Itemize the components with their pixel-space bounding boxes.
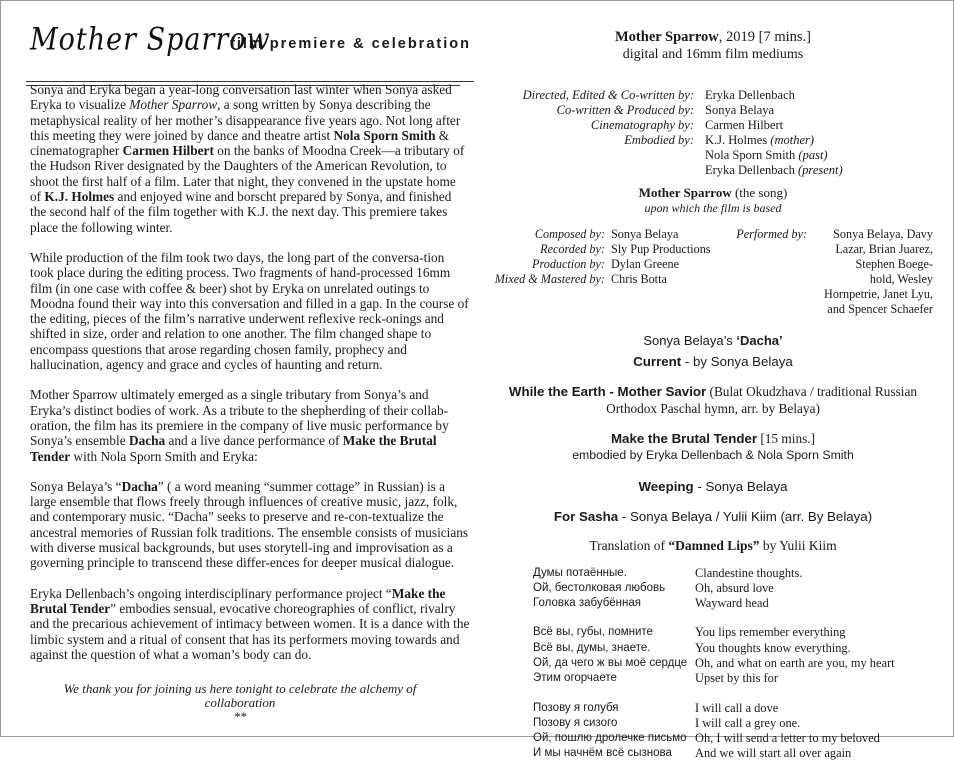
song-title-suffix: (the song) bbox=[731, 185, 788, 200]
paragraph-production bbox=[30, 250, 470, 372]
thanks-mark: ** bbox=[233, 709, 247, 724]
bold-run: Dacha bbox=[121, 478, 158, 494]
credit-name: Carmen Hilbert bbox=[705, 118, 784, 132]
performer-note: (mother) bbox=[770, 133, 815, 147]
poem-line: Wayward head bbox=[695, 596, 769, 611]
program-detail: [15 mins.] bbox=[757, 430, 816, 446]
left-column bbox=[30, 22, 471, 724]
poem-line: And we will start all over again bbox=[695, 746, 852, 761]
poem-line: I will call a dove bbox=[695, 700, 779, 715]
text-run: ” ( a word meaning “summer cottage” in Russian) is a large ensemble that flows freely through influences of creative music, jazz, folk, and contemporary music. “Dacha” seeks to preserve and re-con-textualize the ancestral memories of Russian folk traditions. The ensemble consists of musicians with diverse musical backgrounds, but uses storytell-ing and improvisation as a governing principle to transcend these differ-ences for deeper musical dialogue. bbox=[30, 478, 469, 571]
translation-heading bbox=[493, 537, 933, 554]
performer-name: Nola Sporn Smith bbox=[705, 148, 796, 162]
text-run: Sonya and Eryka began a year-long conversation last winter when Sonya asked Eryka to visualize bbox=[30, 82, 452, 113]
credit-name: Sonya Belaya bbox=[705, 103, 775, 117]
text-run: Sonya Belaya’s “ bbox=[30, 478, 122, 494]
bold-run: Dacha bbox=[128, 433, 166, 449]
subtitle: film premiere & celebration bbox=[230, 36, 471, 52]
credit-name bbox=[705, 148, 933, 163]
program-detail: - Sonya Belaya bbox=[693, 478, 788, 494]
bold-run: Make the Brutal Tender bbox=[30, 433, 437, 464]
stanza bbox=[533, 701, 695, 762]
credit-row bbox=[493, 103, 933, 118]
header bbox=[30, 22, 470, 72]
credit-role: Co-written & Produced by: bbox=[556, 103, 694, 117]
performer-note: (past) bbox=[798, 148, 828, 162]
program-detail: - by Sonya Belaya bbox=[681, 353, 793, 369]
performer-note: (present) bbox=[798, 163, 843, 177]
program-title: For Sasha bbox=[553, 508, 619, 524]
song-credit-name: Dylan Greene bbox=[611, 256, 680, 271]
paragraph-tribute bbox=[30, 387, 470, 463]
poem-line: Upset by this for bbox=[695, 671, 778, 686]
stanza bbox=[695, 701, 933, 762]
song-subtitle: upon which the film is based bbox=[644, 200, 782, 215]
song-title: Mother Sparrow bbox=[638, 185, 732, 200]
poem-russian bbox=[493, 566, 695, 776]
song-credit-name: Chris Botta bbox=[611, 271, 667, 286]
poem-line: Этим огорчаете bbox=[533, 672, 617, 685]
song-credit-roles bbox=[493, 227, 611, 317]
poem-line: Позову я голубя bbox=[533, 701, 619, 714]
poem-line: Oh, I will send a letter to my beloved bbox=[695, 731, 880, 746]
bold-run: Make the Brutal Tender bbox=[30, 585, 446, 616]
song-credit-names bbox=[611, 227, 733, 317]
program-title: Make the Brutal Tender bbox=[610, 430, 758, 446]
paragraph-dacha bbox=[30, 479, 470, 571]
poem-line: Ой, бестолковая любовь bbox=[533, 581, 666, 594]
translation-prefix: Translation of bbox=[589, 537, 669, 553]
program-item-weeping bbox=[493, 478, 933, 495]
program-subtitle: embodied by Eryka Dellenbach & Nola Sporn Smith bbox=[572, 447, 854, 462]
dacha-heading bbox=[493, 333, 933, 349]
credit-role: Directed, Edited & Co-written by: bbox=[522, 88, 694, 102]
program-title: While the Earth - Mother Savior bbox=[508, 383, 707, 399]
program-detail: (Bulat Okudzhava / traditional Russian Orthodox Paschal hymn, arr. by Belaya) bbox=[606, 383, 918, 416]
paragraph-brutal-tender bbox=[30, 586, 470, 662]
performed-by-names bbox=[813, 227, 933, 317]
poem-line: Думы потаённые. bbox=[533, 566, 627, 579]
credit-row bbox=[493, 88, 933, 103]
text-run: ” embodies sensual, evocative choreographies of conflict, rivalry and the precarious achievement of intimacy between women. It is a dance with the limbic system and a ritual of consent that has its performers moving towards and against the question of what a woman’s body can do. bbox=[30, 600, 470, 662]
right-column bbox=[493, 28, 933, 776]
poem-line: Ой, пошлю дролечке письмо bbox=[533, 732, 687, 745]
performer-line: Sonya Belaya, Davy bbox=[833, 226, 933, 241]
performer-line: Lazar, Brian Juarez, Stephen Boege- bbox=[835, 241, 933, 271]
film-credits bbox=[493, 88, 933, 178]
text-run: and a live dance performance of bbox=[165, 433, 343, 449]
stanza bbox=[695, 625, 933, 686]
credit-name: Eryka Dellenbach bbox=[705, 88, 795, 102]
text-run: with Nola Sporn Smith and Eryka: bbox=[70, 448, 258, 464]
program-item-current bbox=[493, 353, 933, 370]
credit-name bbox=[705, 163, 933, 178]
stanza bbox=[695, 566, 933, 612]
program-item-earth bbox=[493, 383, 933, 417]
translation-title: “Damned Lips” bbox=[668, 537, 760, 553]
song-credit-role: Production by: bbox=[532, 256, 605, 271]
song-credits bbox=[493, 227, 933, 317]
film-medium: digital and 16mm film mediums bbox=[622, 47, 804, 62]
dacha-name: ‘Dacha’ bbox=[736, 332, 783, 348]
script-title: Mother Sparrow bbox=[30, 22, 271, 58]
program-item-sasha bbox=[493, 508, 933, 525]
stanza bbox=[533, 625, 695, 686]
poem bbox=[493, 566, 933, 776]
song-credit-role: Recorded by: bbox=[540, 241, 605, 256]
thanks-note bbox=[30, 682, 450, 724]
film-heading bbox=[493, 28, 933, 46]
text-run: While production of the film took two days, the long part of the conversa-tion took place during the editing process. Two fragments of hand-processed 16mm film (in one case with coffee & beer) shot by Eryka on unrelated outings to Moodna found their way into this conversation and filled in a gap. In the course of the editing, pieces of the film’s narrative underwent reflexive reck-onings and shifted in size, order and relation to one another. The film changed shape to encompass questions that arose regarding chosen family, prophecy and hallucination, agency and grace and cycles of haunting and return. bbox=[30, 249, 469, 373]
song-credit-name: Sonya Belaya bbox=[611, 226, 679, 241]
poem-line: Clandestine thoughts. bbox=[695, 565, 803, 580]
poem-line: Всё вы, думы, знаете. bbox=[533, 641, 651, 654]
poem-english bbox=[695, 566, 933, 776]
song-heading bbox=[493, 186, 933, 201]
poem-line: Позову я сизого bbox=[533, 716, 618, 729]
poem-line: Головка забубённая bbox=[533, 597, 642, 610]
text-run: , a song written by Sonya describing the metaphysical reality of her mother’s disappearance five years ago. Not long after this meeting they were joined by dance and theatre artist bbox=[30, 97, 461, 143]
credit-name bbox=[705, 133, 933, 148]
poem-line: You thoughts know everything. bbox=[695, 640, 851, 655]
credit-row bbox=[493, 118, 933, 133]
song-credit-role: Mixed & Mastered by: bbox=[494, 271, 605, 286]
performed-by-role: Performed by: bbox=[736, 226, 807, 241]
credit-row bbox=[493, 148, 933, 163]
text-run: and enjoyed wine and borscht prepared by Sonya, and finished the second half of the film together with K.J. the next day. This premiere takes place the following winter. bbox=[30, 189, 452, 235]
poem-line: Всё вы, губы, помните bbox=[533, 626, 653, 639]
program-title: Weeping bbox=[638, 478, 694, 494]
italic-run: Mother Sparrow bbox=[129, 97, 218, 113]
text-run: Mother Sparrow ultimately emerged as a single tributary from Sonya’s and Eryka’s distinct bodies of work. As a tribute to the shepherding of their collab-oration, the film has its premiere in the company of live music performance by Sonya’s ensemble bbox=[30, 387, 449, 449]
credit-row bbox=[493, 133, 933, 148]
credit-role: Cinematography by: bbox=[590, 118, 694, 132]
performer-name: K.J. Holmes bbox=[705, 133, 768, 147]
poem-line: I will call a grey one. bbox=[695, 715, 801, 730]
film-title: Mother Sparrow bbox=[614, 29, 719, 45]
film-year: , 2019 [7 mins.] bbox=[718, 29, 811, 45]
text-run: & cinematographer bbox=[30, 127, 450, 159]
credit-role bbox=[493, 163, 705, 178]
poem-line: Oh, and what on earth are you, my heart bbox=[695, 655, 895, 670]
stanza bbox=[533, 566, 695, 612]
program-item-brutal-tender bbox=[493, 430, 933, 447]
song-credit-name: Sly Pup Productions bbox=[611, 241, 711, 256]
performer-name: Eryka Dellenbach bbox=[705, 163, 795, 177]
thanks-text: We thank you for joining us here tonight to celebrate the alchemy of collaboration bbox=[63, 681, 417, 710]
text-run: Eryka Dellenbach’s ongoing interdisciplinary performance project “ bbox=[30, 585, 392, 601]
credit-role: Embodied by: bbox=[624, 133, 694, 147]
bold-run: Carmen Hilbert bbox=[122, 143, 214, 159]
text-run: on the banks of Moodna Creek—a tributary of the Hudson River designated by the Daughters of the American Revolution, to shoot the first half of a film. Later that night, they convened in the upstate home of bbox=[30, 143, 465, 205]
program-detail: - Sonya Belaya / Yulii Kiim (arr. By Belaya) bbox=[618, 508, 873, 524]
paragraph-intro bbox=[30, 82, 470, 235]
poem-line: И мы начнём всё сызнова bbox=[533, 747, 672, 760]
dacha-prefix: Sonya Belaya’s bbox=[643, 332, 737, 348]
translation-suffix: by Yulii Kiim bbox=[759, 537, 837, 553]
poem-line: Oh, absurd love bbox=[695, 580, 774, 595]
performer-line: hold, Wesley Hornpetrie, Janet Lyu, bbox=[824, 271, 933, 301]
poem-line: You lips remember everything bbox=[695, 625, 846, 640]
song-credit-role: Composed by: bbox=[534, 226, 605, 241]
credit-row bbox=[493, 163, 933, 178]
body-text bbox=[30, 82, 470, 662]
credit-role bbox=[493, 148, 705, 163]
bold-run: K.J. Holmes bbox=[44, 189, 115, 205]
program-title: Current bbox=[633, 353, 682, 369]
performer-line: and Spencer Schaefer bbox=[827, 301, 933, 316]
poem-line: Ой, да чего ж вы моё сердце bbox=[533, 656, 688, 669]
bold-run: Nola Sporn Smith bbox=[333, 127, 436, 143]
